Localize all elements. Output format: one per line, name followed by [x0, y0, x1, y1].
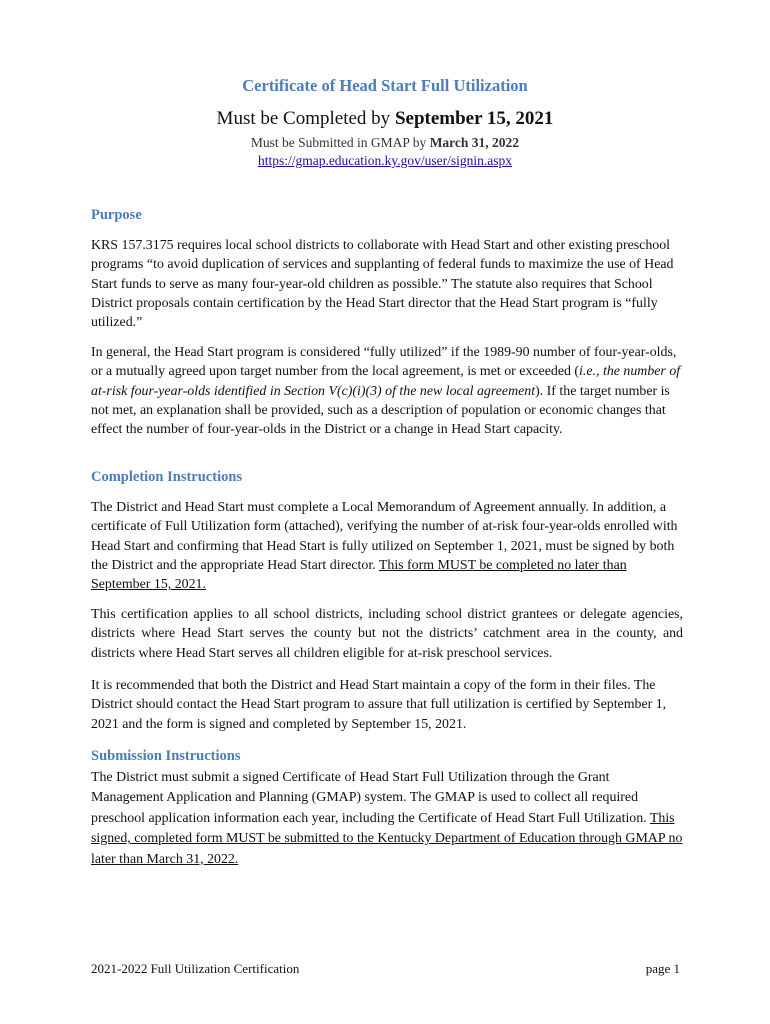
footer-title: 2021-2022 Full Utilization Certification	[91, 961, 300, 976]
completion-text: The District and Head Start must complete a Local Memorandum of Agreement annually. In addition, a certificate of Full Utilization form (attached), verifying the number of at-risk four-year-olds enrolled with Head Start and confirming that Head Start is fully utilized on September 1, 2021, must be signed by both the District and the appropriate Head Start director.	[91, 500, 678, 573]
completion-underlined-text: This form MUST be completed no later than September 15, 2021.	[91, 557, 627, 593]
completion-paragraph-1	[91, 498, 683, 594]
document-title: Certificate of Head Start Full Utilization	[242, 76, 528, 95]
completion-paragraph-3: It is recommended that both the District and Head Start maintain a copy of the form in their files. The District should contact the Head Start program to assure that full utilization is certified by September 1, 2021 and the form is signed and completed by September 15, 2021.	[91, 678, 667, 732]
completion-paragraph-2: This certification applies to all school districts, including school district grantees or delegate agencies, districts where Head Start serves the county but not the districts’ catchment area in the county, and districts where Head Start serves all children eligible for at-risk preschool services.	[91, 607, 683, 661]
purpose-heading: Purpose	[91, 207, 142, 223]
purpose-italic-text: i.e., the number of at-risk four-year-olds identified in Section V(c)(i)(3) of the new local agreement	[91, 364, 681, 399]
submission-heading: Submission Instructions	[91, 748, 241, 764]
submission-deadline	[0, 135, 770, 151]
submission-underlined-text: This signed, completed form MUST be submitted to the Kentucky Department of Education through GMAP no later than March 31, 2022.	[91, 810, 683, 867]
deadline-date: September 15, 2021	[394, 108, 554, 129]
submit-date: March 31, 2022	[429, 135, 520, 150]
purpose-text-b: ). If the target number is not met, an explanation shall be provided, such as a description of population or economic changes that effect the number of four-year-olds in the District or a change in Head Start capacity.	[91, 383, 670, 438]
submission-paragraph	[91, 768, 683, 870]
page-number: page 1	[645, 961, 680, 976]
purpose-text-a: In general, the Head Start program is considered “fully utilized” if the 1989-90 number of four-year-olds, or a mutually agreed upon target number from the local agreement, is met or exceeded (	[91, 345, 677, 380]
purpose-paragraph-2	[91, 343, 683, 439]
gmap-link[interactable]: https://gmap.education.ky.gov/user/signin.aspx	[257, 153, 513, 168]
submit-prefix: Must be Submitted in GMAP by	[250, 135, 430, 150]
deadline-prefix: Must be Completed by	[216, 108, 395, 129]
completion-deadline	[0, 108, 770, 130]
completion-heading: Completion Instructions	[91, 469, 243, 485]
submission-text: The District must submit a signed Certificate of Head Start Full Utilization through the Grant Management Application and Planning (GMAP) system. The GMAP is used to collect all required preschool application information each year, including the Certificate of Head Start Full Utilization.	[91, 770, 650, 826]
purpose-paragraph-1: KRS 157.3175 requires local school districts to collaborate with Head Start and other existing preschool programs “to avoid duplication of services and supplanting of federal funds to maximize the use of Head Start funds to serve as many four-year-old children as possible.” The statute also requires that School District proposals contain certification by the Head Start director that the Head Start program is “fully utilized.”	[91, 238, 674, 331]
